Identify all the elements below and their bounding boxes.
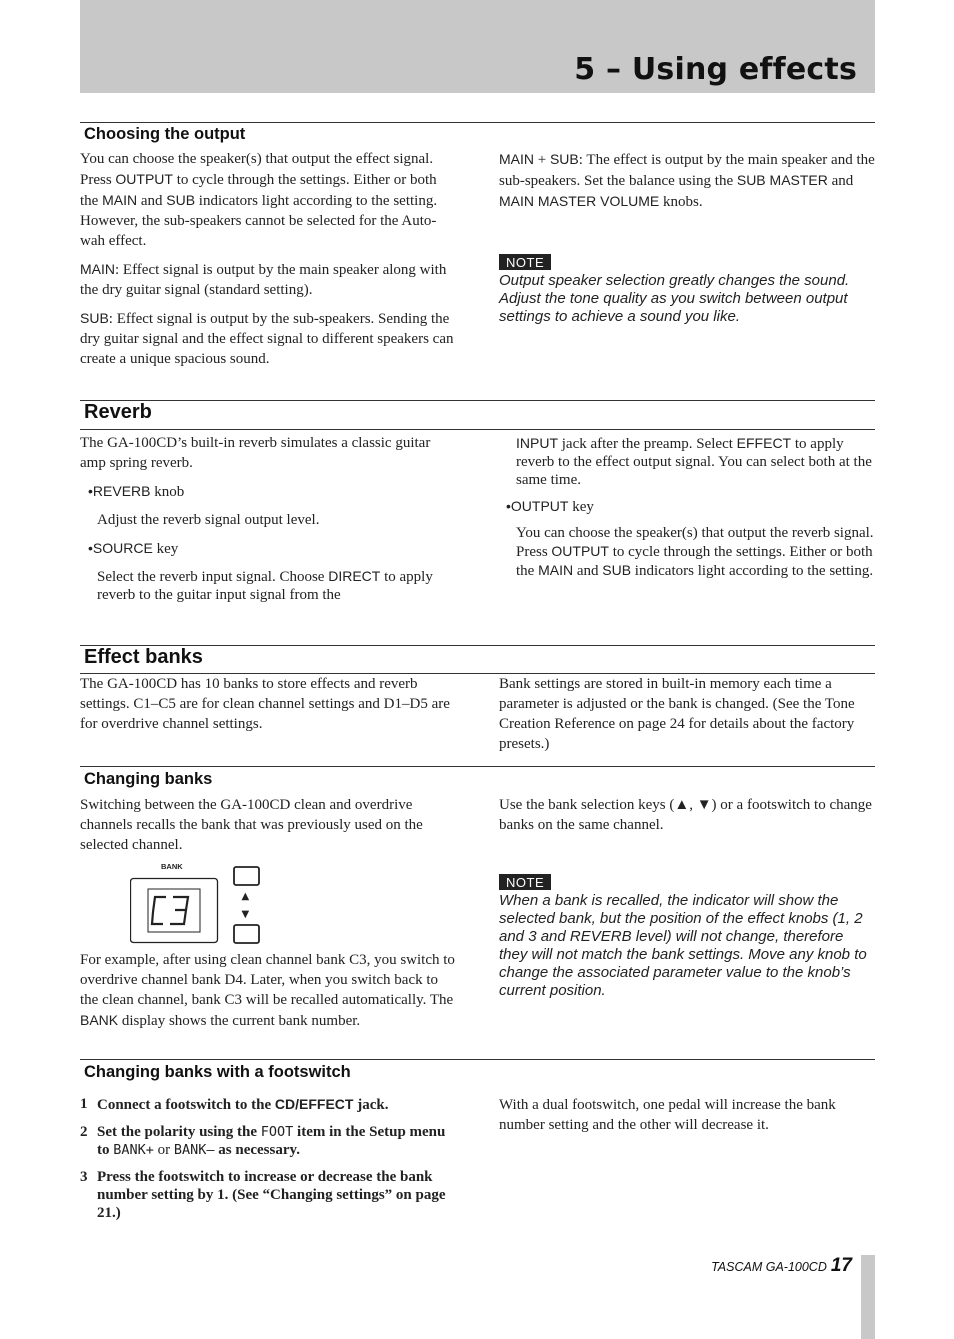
section-rule xyxy=(80,1059,875,1060)
reverb-left xyxy=(80,433,458,612)
footer-brand: TASCAM GA-100CD xyxy=(711,1260,827,1274)
bank-down-key[interactable] xyxy=(234,925,259,943)
reverb-heading: Reverb xyxy=(84,401,152,423)
note-label: NOTE xyxy=(499,254,551,270)
footswitch-heading: Changing banks with a footswitch xyxy=(84,1063,351,1081)
section-rule xyxy=(80,400,875,401)
bank-display-figure xyxy=(130,860,270,945)
footswitch-right-text: With a dual footswitch, one pedal will increase the bank number setting and the other will decrease it. xyxy=(499,1097,836,1133)
reverb-intro: The GA-100CD’s built-in reverb simulates a classic guitar amp spring reverb. xyxy=(80,435,431,471)
up-arrow-icon: ▲ xyxy=(241,891,250,902)
page-number: 17 xyxy=(830,1255,852,1276)
footswitch-steps xyxy=(80,1095,458,1231)
changing-banks-heading: Changing banks xyxy=(84,770,213,788)
output-desc: You can choose the speaker(s) that output the reverb signal. Press OUTPUT to cycle through the settings. Either or both the MAIN and SUB indicators light according to the setting. xyxy=(516,525,874,579)
bank-note xyxy=(499,874,875,1000)
changing-banks-right xyxy=(499,795,875,843)
bank-example-text: For example, after using clean channel bank C3, you switch to overdrive channel bank D4. Later, when you switch back to the clean channel, bank C3 will be recalled automatically. The BANK display shows the current bank number. xyxy=(80,952,455,1029)
source-key-title: •SOURCE key xyxy=(88,540,179,557)
note-text: Output speaker selection greatly changes the sound. Adjust the tone quality as you switch between output settings to achieve a sound you like. xyxy=(499,272,850,325)
bank-display-screen xyxy=(148,889,200,932)
choosing-output-left xyxy=(80,149,458,377)
note-label: NOTE xyxy=(499,874,551,890)
choosing-output-intro: You can choose the speaker(s) that output the effect signal. Press OUTPUT to cycle through the settings. Either or both the MAIN and SUB indicators light according to the setting. However, the sub-speakers cannot be selected for the Auto-wah effect. xyxy=(80,151,438,249)
bank-up-key[interactable] xyxy=(234,867,259,885)
effect-banks-right xyxy=(499,674,875,762)
down-arrow-icon: ▼ xyxy=(241,909,250,920)
effect-banks-heading: Effect banks xyxy=(84,646,203,668)
sub-desc: SUB: Effect signal is output by the sub-speakers. Sending the dry guitar signal and the effect signal to different speakers can create a unique spacious sound. xyxy=(80,310,454,367)
page-footer xyxy=(711,1255,852,1277)
reverb-right xyxy=(499,434,875,588)
bank-label: BANK xyxy=(161,862,183,871)
chapter-title: 5 – Using effects xyxy=(574,52,857,87)
section-rule xyxy=(80,429,875,430)
choosing-output-right xyxy=(499,149,875,220)
reverb-knob-desc: Adjust the reverb signal output level. xyxy=(97,512,320,528)
step-2: 2 Set the polarity using the FOOT item in the Setup menu to BANK+ or BANK– as necessary. xyxy=(80,1124,446,1158)
effect-banks-right-text: Bank settings are stored in built-in memory each time a parameter is adjusted or the bank is changed. (See the Tone Creation Reference on page 24 for details about the factory presets.) xyxy=(499,676,855,752)
changing-banks-intro: Switching between the GA-100CD clean and overdrive channels recalls the bank that was previously used on the selected channel. xyxy=(80,797,423,853)
changing-banks-right-text: Use the bank selection keys (▲, ▼) or a footswitch to change banks on the same channel. xyxy=(499,797,872,833)
reverb-knob-title: •REVERB knob xyxy=(88,483,185,500)
section-rule xyxy=(80,766,875,767)
effect-banks-left xyxy=(80,674,458,742)
note-text: When a bank is recalled, the indicator will show the selected bank, but the position of the effect knobs (1, 2 and 3 and REVERB level) will not change, therefore they will not match the bank settings. Move any knob to change the associated parameter value to the knob’s current position. xyxy=(499,892,867,999)
changing-banks-example xyxy=(80,950,458,1039)
effect-banks-left-text: The GA-100CD has 10 banks to store effects and reverb settings. C1–C5 are for clean channel settings and D1–D5 are for overdrive channel settings. xyxy=(80,676,450,732)
section-rule xyxy=(80,122,875,123)
footswitch-right xyxy=(499,1095,875,1143)
step-3: 3 Press the footswitch to increase or decrease the bank number setting by 1. (See “Changing settings” on page 21.) xyxy=(80,1169,446,1221)
main-desc: MAIN: Effect signal is output by the main speaker along with the dry guitar signal (standard setting). xyxy=(80,261,447,298)
changing-banks-left xyxy=(80,795,458,863)
footer-bar xyxy=(861,1255,875,1339)
step-1: 1 Connect a footswitch to the CD/EFFECT jack. xyxy=(80,1096,389,1113)
mainsub-desc: MAIN + SUB: The effect is output by the main speaker and the sub-speakers. Set the balance using the SUB MASTER and MAIN MASTER VOLUME knobs. xyxy=(499,151,875,210)
output-key-title: •OUTPUT key xyxy=(506,498,594,515)
source-desc-cont: INPUT jack after the preamp. Select EFFECT to apply reverb to the effect output signal. You can select both at the same time. xyxy=(516,435,872,488)
choosing-output-heading: Choosing the output xyxy=(84,125,246,143)
header-band xyxy=(80,0,875,93)
output-note xyxy=(499,254,875,326)
source-desc: Select the reverb input signal. Choose DIRECT to apply reverb to the guitar input signal from the xyxy=(97,568,433,603)
